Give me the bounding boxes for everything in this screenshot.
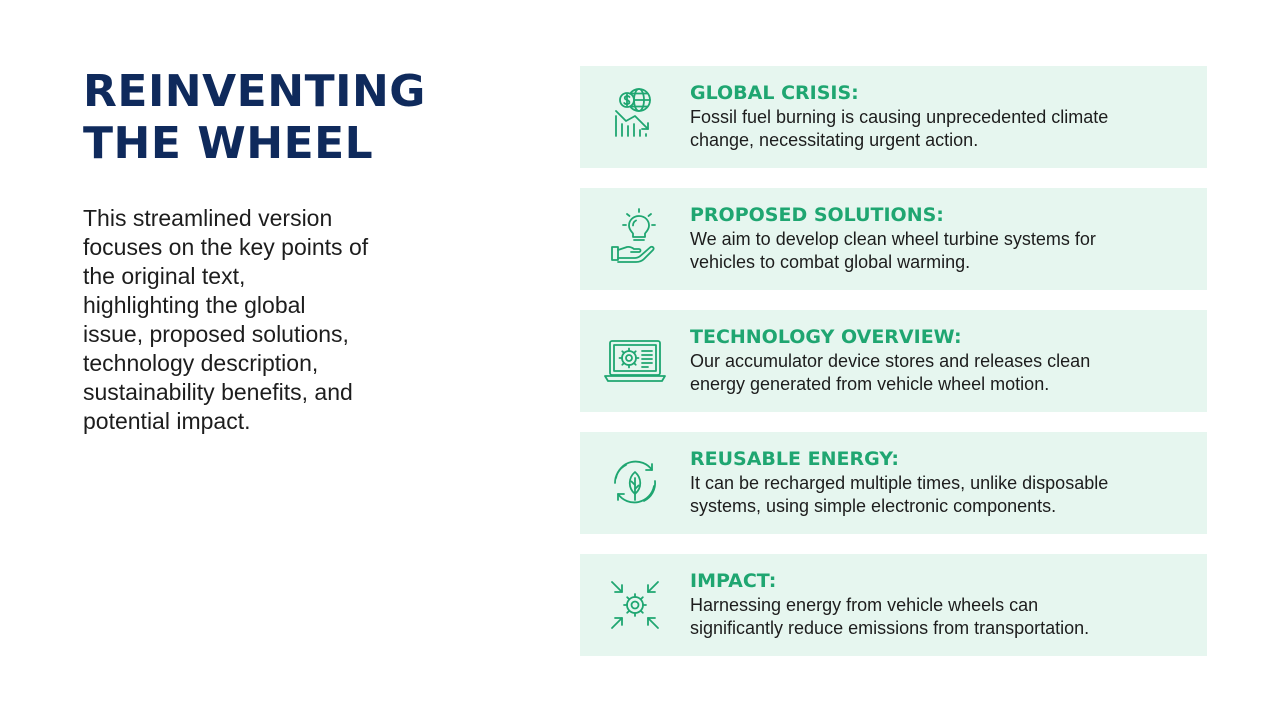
card-title: PROPOSED SOLUTIONS: — [690, 204, 944, 226]
card-reusable-energy — [580, 432, 1207, 534]
card-technology-overview — [580, 310, 1207, 412]
card-text: Fossil fuel burning is causing unprecedented climate change, necessitating urgent action. — [690, 107, 1109, 150]
card-proposed-solutions — [580, 188, 1207, 290]
lightbulb-hand-icon — [602, 206, 668, 272]
card-text: It can be recharged multiple times, unlike disposable systems, using simple electronic components. — [690, 473, 1109, 516]
card-title: TECHNOLOGY OVERVIEW: — [690, 326, 962, 348]
card-text: We aim to develop clean wheel turbine systems for vehicles to combat global warming. — [690, 229, 1096, 272]
intro-paragraph: This streamlined version focuses on the key points of the original text, highlighting the global issue, proposed solutions, technology description, sustainability benefits, and potential impact. — [83, 205, 369, 434]
recycle-leaf-icon — [602, 450, 668, 516]
card-text: Our accumulator device stores and releases clean energy generated from vehicle wheel motion. — [690, 351, 1091, 394]
card-title: IMPACT: — [690, 570, 777, 592]
gear-arrows-icon — [602, 572, 668, 638]
slide-title-line-1: REINVENTING — [83, 66, 426, 117]
laptop-gear-icon — [602, 328, 668, 394]
card-title: REUSABLE ENERGY: — [690, 448, 899, 470]
globe-dollar-decline-icon — [602, 84, 668, 150]
card-global-crisis — [580, 66, 1207, 168]
card-text: Harnessing energy from vehicle wheels can significantly reduce emissions from transportation. — [690, 595, 1090, 638]
slide-title — [83, 66, 503, 170]
card-title: GLOBAL CRISIS: — [690, 82, 859, 104]
card-impact — [580, 554, 1207, 656]
slide-title-line-2: THE WHEEL — [83, 118, 374, 169]
